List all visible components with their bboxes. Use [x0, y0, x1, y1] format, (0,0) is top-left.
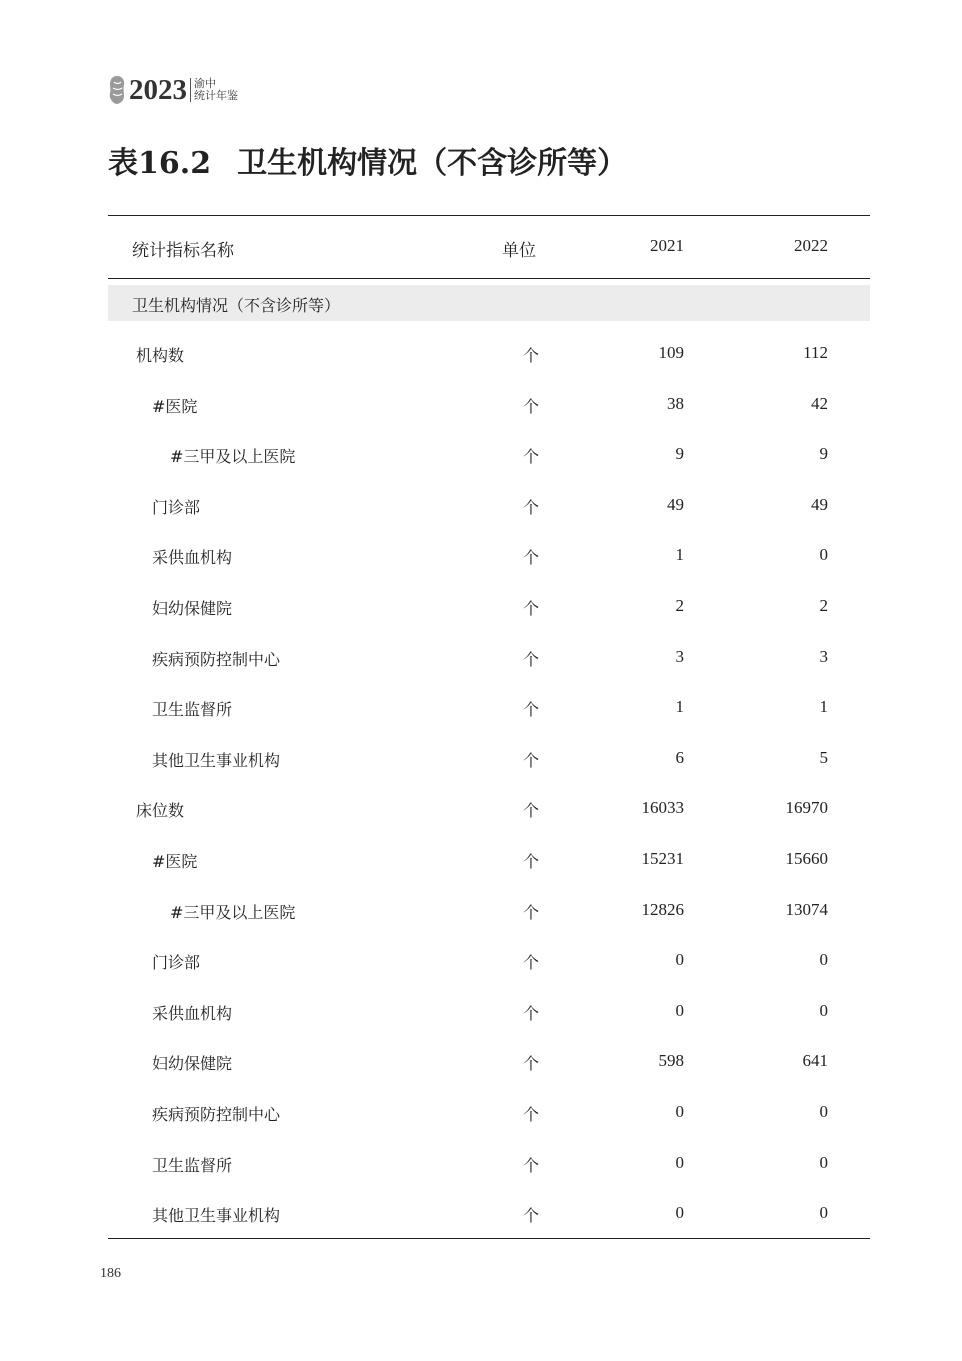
row-name: 妇幼保健院 [152, 1054, 233, 1074]
row-value-2022: 0 [819, 1152, 828, 1172]
section-title: 卫生机构情况（不含诊所等） [132, 296, 341, 315]
row-value-2022: 0 [819, 1102, 828, 1121]
row-value-2022: 112 [803, 343, 828, 362]
row-value-2022: 641 [802, 1051, 828, 1071]
row-value-2021: 0 [675, 1203, 684, 1223]
row-value-2021: 0 [675, 1102, 684, 1121]
subtitle-line1: 渝中 [194, 77, 216, 90]
row-value-2021: 12826 [641, 899, 684, 919]
row-name: 疾病预防控制中心 [152, 1105, 281, 1124]
row-value-2021: 38 [667, 393, 684, 413]
table-row [108, 1149, 870, 1179]
row-value-2022: 5 [819, 747, 828, 767]
column-header-2021: 2021 [650, 236, 684, 255]
row-name: #三甲及以上医院 [170, 447, 296, 467]
row-value-2021: 1 [675, 545, 684, 565]
row-value-2021: 2 [675, 596, 684, 615]
table-row [108, 693, 870, 723]
row-name: 门诊部 [152, 497, 201, 517]
row-value-2021: 0 [675, 1000, 684, 1020]
row-value-2021: 15231 [641, 849, 684, 868]
table-row [108, 1199, 870, 1229]
table-row [108, 896, 870, 926]
table-bottom-rule [108, 1238, 870, 1239]
yearbook-header [108, 72, 238, 108]
row-unit: 个 [523, 852, 540, 871]
row-name: 其他卫生事业机构 [152, 750, 281, 770]
row-unit: 个 [523, 902, 540, 922]
row-value-2021: 0 [675, 1152, 684, 1172]
row-value-2021: 16033 [641, 798, 684, 818]
row-name: 其他卫生事业机构 [152, 1206, 281, 1226]
table-row [108, 997, 870, 1027]
row-unit: 个 [523, 599, 540, 618]
yearbook-year: 2023 [129, 74, 187, 106]
row-name: 妇幼保健院 [152, 599, 233, 618]
row-unit: 个 [523, 801, 540, 821]
table-row [108, 1047, 870, 1077]
table-row [108, 744, 870, 774]
row-name: 卫生监督所 [152, 700, 233, 720]
table-row [108, 592, 870, 622]
table-row [108, 440, 870, 470]
section-row [108, 285, 870, 321]
row-unit: 个 [523, 649, 540, 669]
row-unit: 个 [523, 953, 540, 973]
row-name: 机构数 [136, 346, 185, 365]
row-unit: 个 [523, 1003, 540, 1023]
row-value-2022: 0 [819, 950, 828, 970]
table-row [108, 845, 870, 875]
row-name: 采供血机构 [152, 1003, 233, 1023]
table-row [108, 541, 870, 571]
header-divider [190, 78, 191, 102]
table-row [108, 390, 870, 420]
row-unit: 个 [523, 497, 540, 517]
page-number: 186 [100, 1266, 121, 1281]
header-bottom-rule [108, 278, 870, 279]
row-unit: 个 [523, 1054, 540, 1074]
row-name: 卫生监督所 [152, 1155, 233, 1175]
row-name: #医院 [152, 396, 198, 416]
yearbook-subtitle [194, 78, 238, 102]
row-value-2021: 1 [675, 697, 684, 717]
table-number: 表16.2 [108, 146, 212, 181]
row-unit: 个 [523, 548, 540, 568]
column-header-2022: 2022 [794, 236, 828, 255]
row-value-2022: 0 [819, 1203, 828, 1223]
row-value-2021: 3 [675, 646, 684, 666]
row-name: #三甲及以上医院 [170, 902, 296, 922]
row-value-2022: 42 [811, 393, 828, 413]
subtitle-line2: 统计年鉴 [194, 89, 238, 102]
row-value-2021: 598 [658, 1051, 684, 1071]
row-value-2022: 2 [819, 596, 828, 615]
row-unit: 个 [523, 1155, 540, 1175]
row-value-2022: 1 [819, 697, 828, 717]
table-row [108, 794, 870, 824]
row-value-2021: 9 [675, 444, 684, 464]
row-value-2022: 0 [819, 1000, 828, 1020]
row-value-2021: 49 [667, 494, 684, 514]
table-row [108, 946, 870, 976]
column-header-unit: 单位 [502, 241, 536, 261]
row-name: 采供血机构 [152, 548, 233, 568]
row-value-2021: 109 [658, 343, 684, 362]
row-value-2022: 9 [819, 444, 828, 464]
row-unit: 个 [523, 1105, 540, 1124]
row-value-2022: 3 [819, 646, 828, 666]
row-name: 床位数 [136, 801, 185, 821]
row-value-2022: 16970 [785, 798, 828, 818]
column-header-name: 统计指标名称 [132, 241, 234, 261]
table-row [108, 491, 870, 521]
page-title [108, 138, 627, 182]
row-unit: 个 [523, 700, 540, 720]
table-row [108, 339, 870, 369]
row-value-2022: 15660 [785, 849, 828, 868]
row-unit: 个 [523, 750, 540, 770]
row-unit: 个 [523, 346, 540, 365]
row-name: 门诊部 [152, 953, 201, 973]
row-value-2022: 49 [811, 494, 828, 514]
table-header [108, 216, 870, 278]
row-name: 疾病预防控制中心 [152, 649, 281, 669]
table-row [108, 643, 870, 673]
row-unit: 个 [523, 447, 540, 467]
table-row [108, 1098, 870, 1128]
table-title: 卫生机构情况（不含诊所等） [237, 146, 628, 181]
row-value-2022: 0 [819, 545, 828, 565]
yearbook-logo-icon [108, 75, 126, 105]
row-value-2022: 13074 [785, 899, 828, 919]
row-unit: 个 [523, 396, 540, 416]
row-name: #医院 [152, 852, 198, 871]
row-value-2021: 0 [675, 950, 684, 970]
row-unit: 个 [523, 1206, 540, 1226]
row-value-2021: 6 [675, 747, 684, 767]
